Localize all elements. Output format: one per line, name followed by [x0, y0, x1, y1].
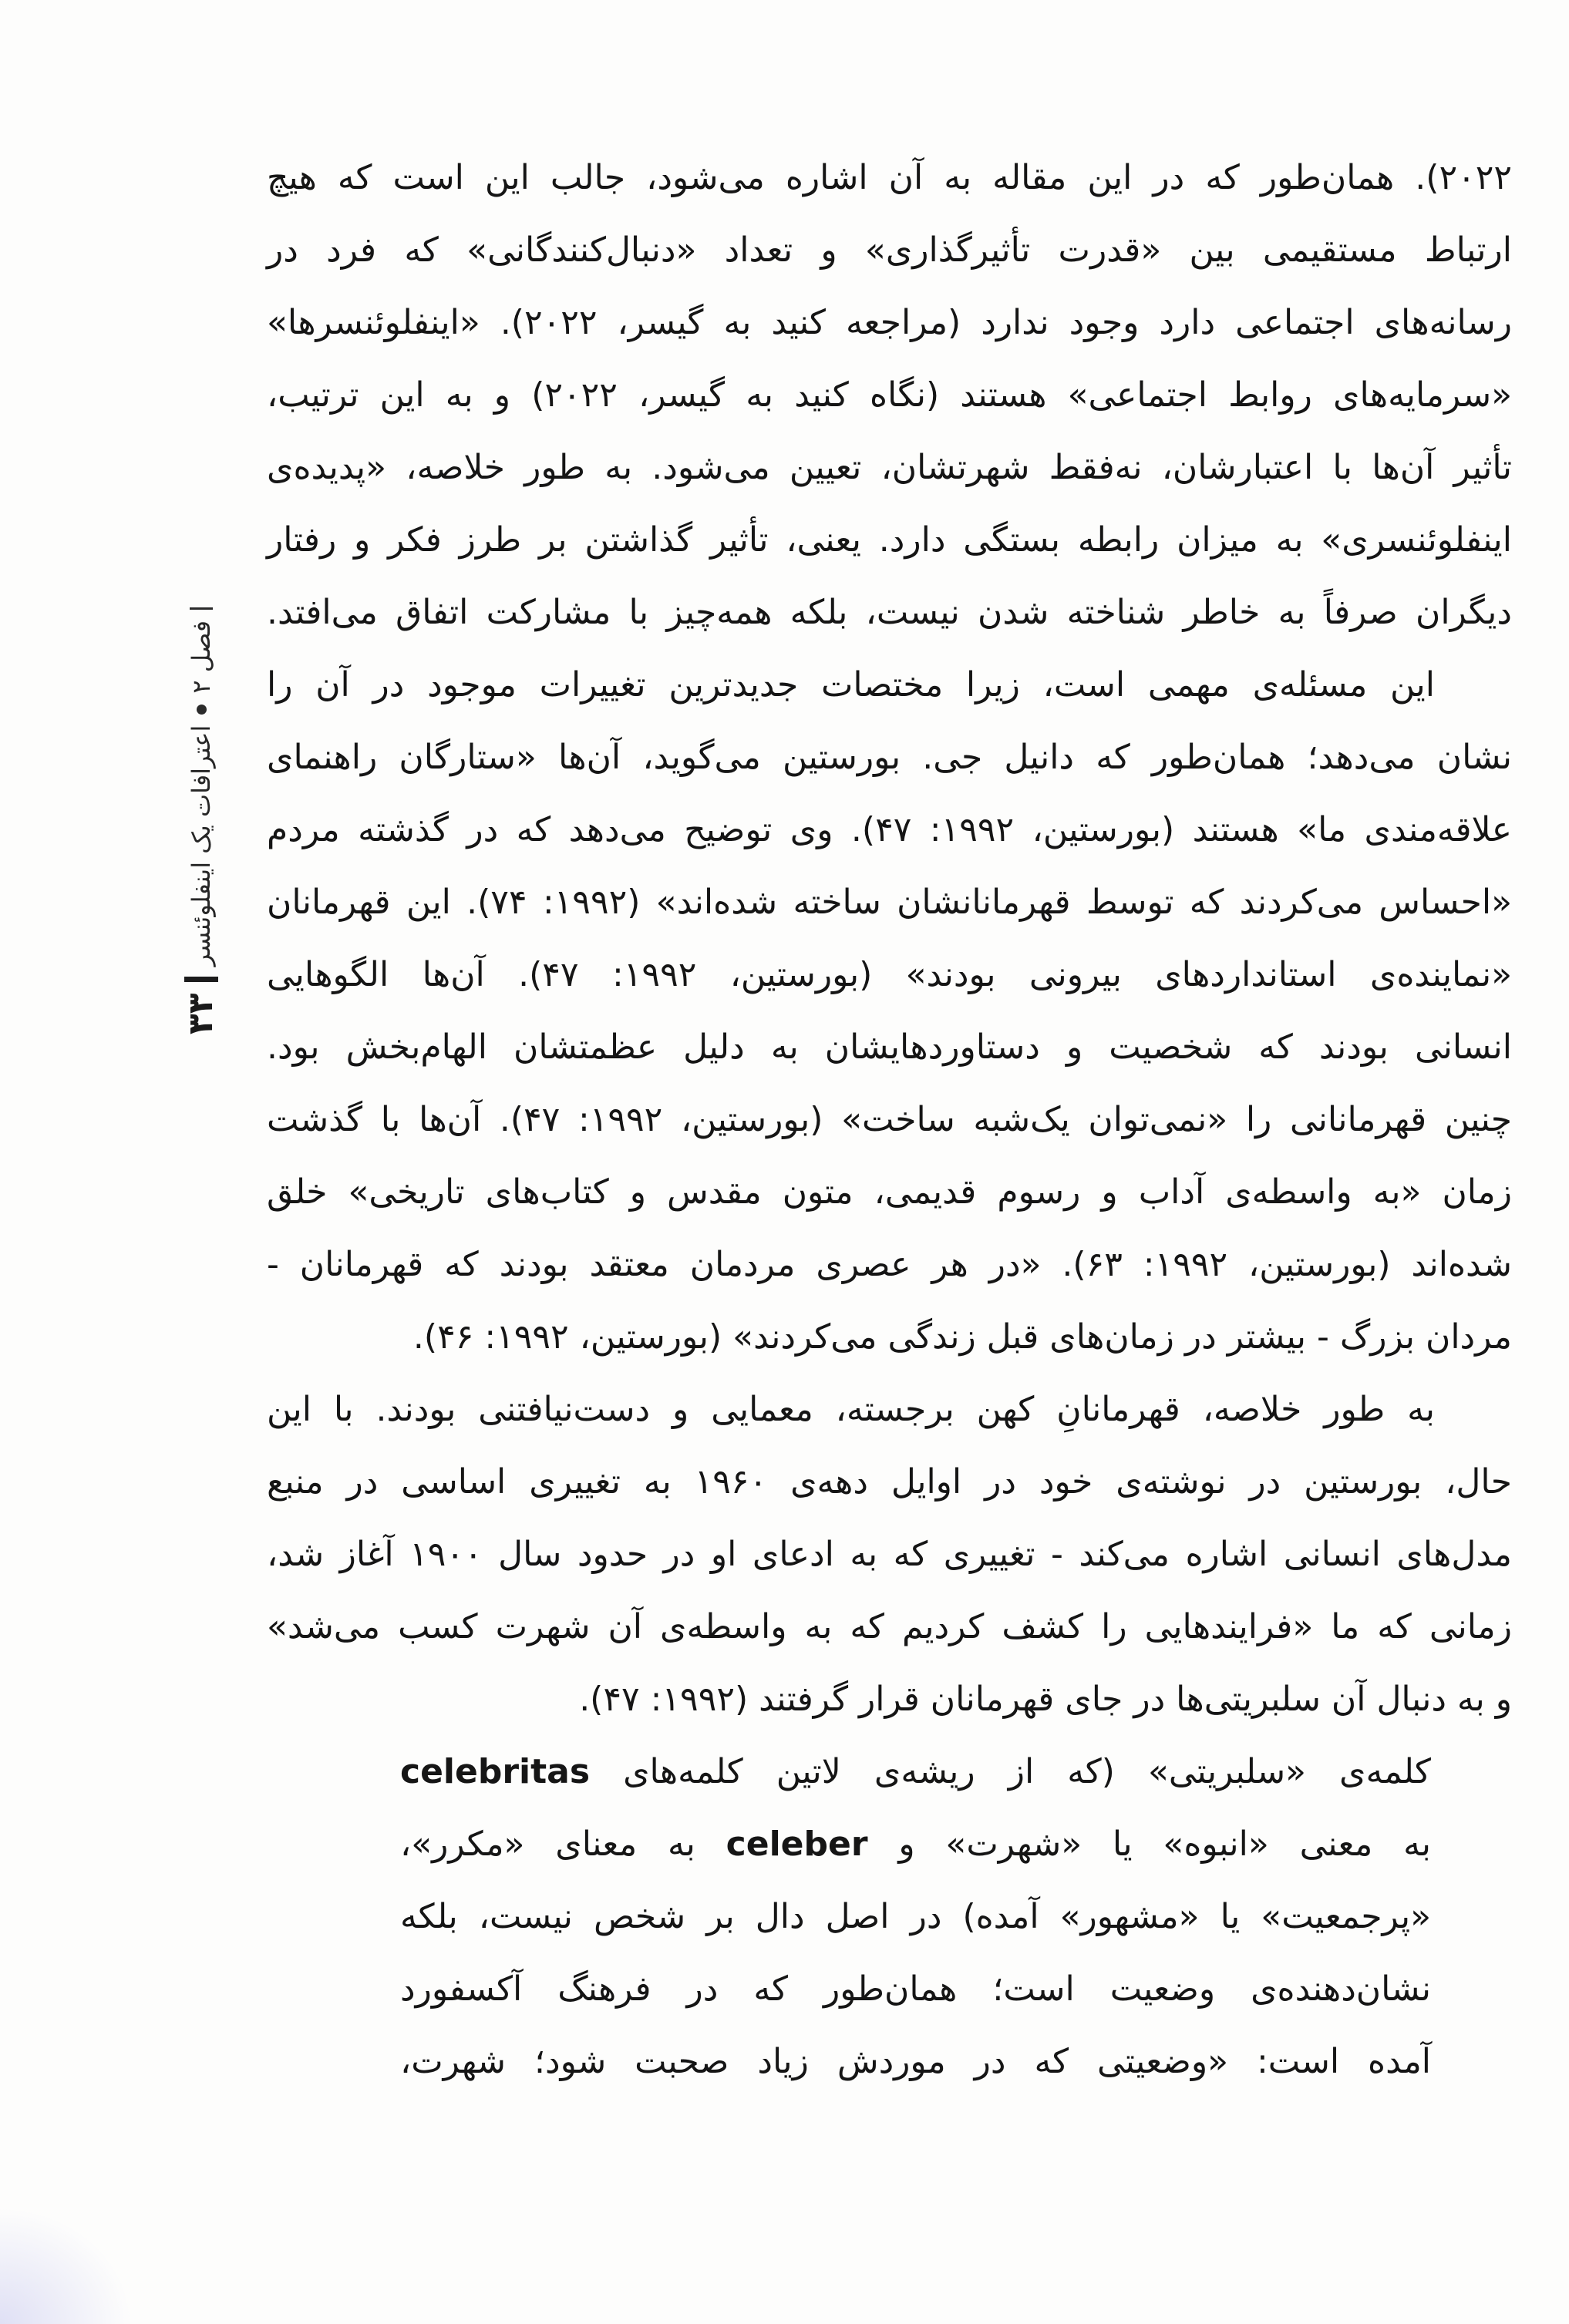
- body-line: رسانه‌های اجتماعی دارد وجود ندارد (مراجعه کنید به گیسر، ۲۰۲۲). «اینفلوئنسرها»: [267, 303, 1512, 342]
- body-line: تأثیر آن‌ها با اعتبارشان، نه‌فقط شهرتشان، تعیین می‌شود. به طور خلاصه، «پدیده‌ی: [267, 448, 1512, 487]
- paragraph: [267, 649, 1512, 1374]
- chapter-label: فصل ۲: [187, 621, 216, 694]
- blockquote-line: [400, 1953, 1431, 2026]
- quote-text: کلمه‌ی «سلبریتی» (که از ریشه‌ی لاتین کلمه‌های: [590, 1752, 1431, 1791]
- body-line: دیگران صرفاً به خاطر شناخته شدن نیست، بلکه همه‌چیز با مشارکت اتفاق می‌افتد.: [267, 593, 1512, 632]
- body-text: [267, 142, 1512, 2098]
- body-line: این مسئله‌ی مهمی است، زیرا مختصات جدیدترین تغییرات موجود در آن را: [267, 665, 1435, 705]
- running-header-line: [177, 607, 225, 1108]
- blockquote-line: [400, 1881, 1431, 1953]
- body-line: به طور خلاصه، قهرمانانِ کهن برجسته، معمایی و دست‌نیافتنی بودند. با این: [267, 1390, 1435, 1429]
- quote-text: به معنای «مکرر»،: [400, 1825, 726, 1864]
- running-header: [177, 607, 225, 1108]
- body-line: «احساس می‌کردند که توسط قهرمانانشان ساخته شده‌اند» (۱۹۹۲: ۷۴). این قهرمانان: [267, 883, 1513, 922]
- body-line: حال، بورستین در نوشته‌ی خود در اوایل دهه‌ی ۱۹۶۰ به تغییری اساسی در منبع: [267, 1462, 1512, 1502]
- page-number: ۳۳: [181, 993, 221, 1035]
- header-divider: [190, 607, 213, 610]
- blockquote-line: [400, 1808, 1431, 1881]
- body-line: زمان «به واسطه‌ی آداب و رسوم قدیمی، متون مقدس و کتاب‌های تاریخی» خلق: [267, 1172, 1512, 1212]
- blockquote-line: [400, 2026, 1431, 2098]
- blockquote: [400, 1736, 1431, 2098]
- latin-term: celebritas: [400, 1752, 591, 1791]
- body-line: نشان می‌دهد؛ همان‌طور که دانیل جی. بورستین می‌گوید، آن‌ها «ستارگان راهنمای: [267, 738, 1512, 777]
- body-line: چنین قهرمانانی را «نمی‌توان یک‌شبه ساخت» (بورستین، ۱۹۹۲: ۴۷). آن‌ها با گذشت: [267, 1100, 1512, 1139]
- quote-text: آمده است: «وضعیتی که در موردش زیاد صحبت شود؛ شهرت،: [400, 2042, 1431, 2081]
- paragraph: [267, 1374, 1512, 1736]
- body-line: زمانی که ما «فرایندهایی را کشف کردیم که به واسطه‌ی آن شهرت کسب می‌شد»: [267, 1607, 1512, 1646]
- body-line: مدل‌های انسانی اشاره می‌کند - تغییری که به ادعای او در حدود سال ۱۹۰۰ آغاز شد،: [267, 1535, 1512, 1574]
- body-line: علاقه‌مندی ما» هستند (بورستین، ۱۹۹۲: ۴۷). وی توضیح می‌دهد که در گذشته مردم: [267, 810, 1513, 849]
- body-line: انسانی بودند که شخصیت و دستاوردهایشان به دلیل عظمتشان الهام‌بخش بود.: [267, 1027, 1512, 1067]
- header-divider: [184, 977, 218, 982]
- body-line: «نماینده‌ی استانداردهای بیرونی بودند» (بورستین، ۱۹۹۲: ۴۷). آن‌ها الگوهایی: [267, 955, 1513, 994]
- quote-text: «پرجمعیت» یا «مشهور» آمده) در اصل دال بر شخص نیست، بلکه: [400, 1897, 1431, 1936]
- blockquote-line: [400, 1736, 1431, 1808]
- body-line: و به دنبال آن سلبریتی‌ها در جای قهرمانان قرار گرفتند (۱۹۹۲: ۴۷).: [579, 1680, 1512, 1719]
- quote-text: به معنی «انبوه» یا «شهرت» و: [867, 1825, 1431, 1864]
- paragraph: [267, 142, 1512, 649]
- body-line: ارتباط مستقیمی بین «قدرت تأثیرگذاری» و تعداد «دنبال‌کنندگانی» که فرد در: [267, 230, 1512, 270]
- body-line: اینفلوئنسری» به میزان رابطه بستگی دارد. یعنی، تأثیر گذاشتن بر طرز فکر و رفتار: [267, 520, 1512, 560]
- body-line: شده‌اند (بورستین، ۱۹۹۲: ۶۳). «در هر عصری مردمان معتقد بودند که قهرمانان -: [267, 1245, 1513, 1284]
- book-title: اعترافات یک اینفلوئنسر: [187, 725, 216, 967]
- body-line: مردان بزرگ - بیشتر در زمان‌های قبل زندگی می‌کردند» (بورستین، ۱۹۹۲: ۴۶).: [412, 1317, 1512, 1357]
- bullet-separator: [197, 705, 207, 715]
- body-line: «سرمایه‌های روابط اجتماعی» هستند (نگاه کنید به گیسر، ۲۰۲۲) و به این ترتیب،: [267, 375, 1512, 415]
- body-line: ۲۰۲۲). همان‌طور که در این مقاله به آن اشاره می‌شود، جالب این است که هیچ: [267, 158, 1512, 197]
- latin-term: celeber: [726, 1825, 868, 1864]
- quote-text: نشان‌دهنده‌ی وضعیت است؛ همان‌طور که در فرهنگ آکسفورد: [400, 1969, 1431, 2009]
